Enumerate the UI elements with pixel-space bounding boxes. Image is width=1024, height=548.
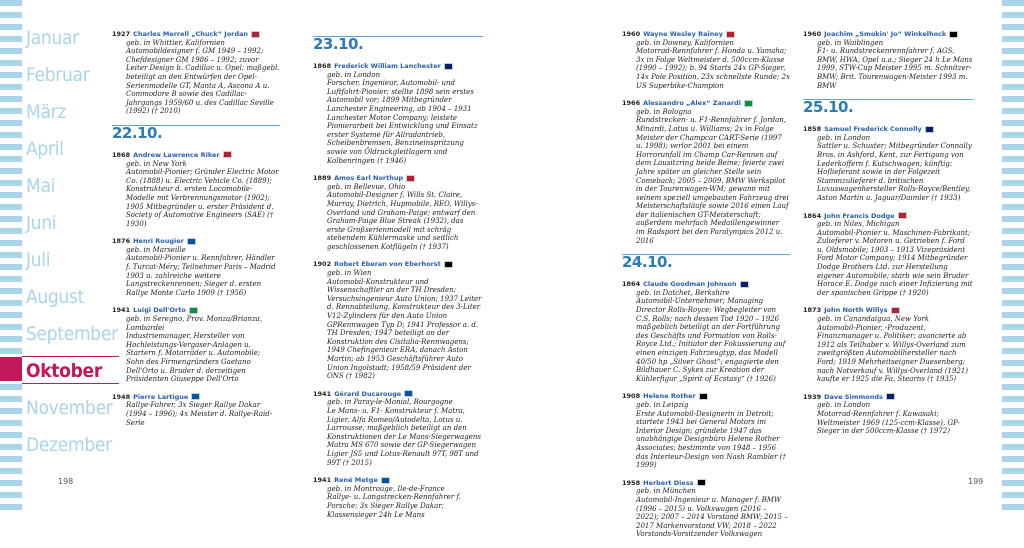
entry-birthplace: geb. in Paray-le-Monial, Bourgogne [327,398,453,407]
flag-gb-icon [444,63,453,70]
column-2 [313,30,483,528]
biography-entry [112,30,280,116]
flag-us-icon [223,151,232,158]
biography-entry [803,30,973,90]
entry-description: Automobil-Pionier; Gründer Electric Motor Co. (1888) u. Electric Vehicle Co. (1889); Konstrukteur d. ersten Locomobile-Modelle mit Verbrennungsmotor (1902); 1905 Mitbegründer u. erster Präsident d. Society of Automotive Engineers (SAE) († 1930) [126,168,279,228]
month-september: September [26,323,118,345]
flag-de-icon [949,31,958,38]
biography-entry [313,62,483,165]
entry-name: Andrew Lawrence Riker [133,150,220,159]
entry-year: 1908 [622,392,641,401]
entry-year: 1889 [313,174,332,183]
entry-birthplace: geb. in Bologna [636,107,692,116]
entry-birthplace: geb. in Montrouge, Ile-de-France [327,484,445,493]
entry-name: John Francis Dodge [824,211,895,220]
entry-birthplace: geb. in Canandaigua, New York [817,315,930,324]
biography-entry [622,280,790,383]
biography-entry [313,476,483,519]
biography-entry [313,390,483,467]
entry-header [803,125,973,134]
biography-entry [313,260,483,380]
entry-description: Automobil-Pionier u. Rennfahrer, Händler f. Turcat-Méry; Teilnehmer Paris – Madrid 1903 u. zahlreiche weitere Langstreckenrennen; Sieger d. ersten Rallye Monte Carlo 1909 († 1956) [126,254,276,297]
entry-year: 1966 [622,99,641,108]
entry-name: Gérard Ducarouge [334,389,402,398]
biography-entry [622,479,790,539]
entry-name: Robert Eberan von Eberhorst [334,260,441,269]
entry-name: Amos Earl Northup [334,174,404,183]
entry-name: Samuel Frederick Connolly [824,125,922,134]
flag-us-icon [406,175,415,182]
entry-year: 1939 [803,392,822,401]
entry-birthplace: geb. in New York [126,159,187,168]
flag-fr-icon [404,390,413,397]
flag-gb-icon [925,126,934,133]
entry-birthplace: geb. in London [327,70,381,79]
entry-header [622,30,790,39]
entry-description: Automobil-Pionier u. Maschinen-Fabrikant; Zulieferer v. Motoren u. Getrieben f. Ford u. Oldsmobile; 1903 – 1913 Vizepräsident Ford Motor Company; 1914 Mitbegründer Dodge Brothers Ltd. zur Herstellung eigener Automobile; starb wie sein Bruder Horace E. Dodge nach einer Infizierung mit der spanischen Grippe († 1920) [817,228,973,297]
entry-header [622,392,790,401]
entry-name: Wayne Wesley Rainey [643,30,723,38]
entry-header [803,306,973,315]
entry-name: Pierre Lartigue [133,392,189,401]
entry-description: Automobil-Konstrukteur und Wissenschaftler an der TH Dresden; Versuchsingenieur Auto Union; 1937 Leiter d. Rennabteilung, Konstrukteur des 3-Liter V12-Zylinders für den Auto Union GPRennwagen Typ D; 1941 Professor a. d. TH Dresden; 1947 beteiligt an der Konstruktion des Cisitalia-Rennwagens; 1949 Chefingenieur ERA, danach Aston Martin; ab 1953 Geschäftsführer Auto Union Ingolstadt; 1958/59 Präsident der ONS († 1982) [327,277,482,381]
entry-birthplace: geb. in Datchet, Berkshire [636,288,730,297]
entry-name: Joachim „Smokin' Jo“ Winkelhock [824,30,947,38]
entry-name: Alessandro „Alex“ Zanardi [643,99,741,108]
entry-description: Erste Automobil-Designerin in Detroit; startete 1943 bei General Motors im Interior Design; gründete 1947 das unabhängige Designbüro Helene Rother Associates; bestimmte von 1948 – 1956 das Interieur-Design von Nash Rambler († 1999) [636,409,786,470]
entry-birthplace: geb. in Whittier, Kalifornien [126,38,225,47]
entry-birthplace: geb. in Leipzig [636,400,689,409]
page-number-left: 198 [58,477,74,486]
entry-description: Automobil-Designer f. Wills St. Claire, Murray, Dietrich, Hupmobile, REO, Willys-Overland und Graham-Paige; entwarf den Graham-Paige Blue Streak (1932), das erste Großserienmodell mit schräg stehendem Kühlermaske und seitlich geschlossenen Kotflügeln († 1937) [327,191,478,251]
entry-description: Rallye- u. Langstrecken-Rennfahrer f. Porsche; 3x Sieger Rallye Dakar; Klassensieger 24h Le Mans [327,493,461,519]
entry-birthplace: geb. in Seregno, Prov. Monza/Brianza, Lombardei [126,315,263,332]
entry-year: 1876 [112,237,131,246]
column-4 [803,30,973,445]
entry-birthplace: geb. in Wien [327,269,372,278]
flag-de-icon [444,261,453,268]
flag-it-icon [189,307,198,314]
entry-name: Charles Merrell „Chuck“ Jordan [133,30,249,38]
entry-name: Herbert Diess [643,478,694,487]
entry-header [622,280,790,289]
entry-year: 1927 [112,30,131,38]
entry-name: Henri Rougier [133,237,184,246]
entry-header [112,306,280,315]
month-index [26,28,126,472]
entry-birthplace: geb. in London [817,133,871,142]
biography-entry [622,99,790,245]
entry-year: 1948 [112,392,131,401]
entry-year: 1941 [313,389,332,398]
month-april: April [26,138,64,160]
entry-header [803,212,973,221]
entry-header [112,151,280,160]
right-stripe-margin [1002,0,1024,512]
month-juni: Juni [26,212,57,234]
biography-entry [112,306,280,383]
entry-description: Industriemanager, Hersteller von Hochleistungs-Vergaser-Anlagen u. Startern f. Motorräder u. Automobile; Sohn des Firmengründers Gaetano Dell'Orto u. Bruder d. derzeitigen Präsidenten Giuseppe Dell'Orto [126,332,261,384]
entry-description: Motorrad-Rennfahrer f. Honda u. Yamaha; 3x in Folge Weltmeister d. 500ccm-Klasse (1990 – 1992); b. 94 Starts 24x GP-Sieger, 14x Pole Position, 23x schnellste Runde; 2x US Superbike-Champion [636,47,790,90]
month-dezember: Dezember [26,434,112,456]
left-stripe-margin [0,0,22,512]
left-page [0,0,512,519]
biography-entry [622,392,790,469]
entry-header [313,476,483,485]
entry-header [622,99,790,108]
column-1 [112,30,280,436]
active-month-marker [0,357,22,381]
date-heading: 25.10. [803,99,973,121]
entry-header [622,479,790,488]
page-number-right: 199 [968,477,984,486]
date-heading: 24.10. [622,254,790,276]
month-oktober: Oktober [26,360,102,382]
entry-name: Frederick William Lanchester [334,62,441,70]
month-januar: Januar [26,27,79,49]
month-februar: Februar [26,64,90,86]
entry-description: Le Mans- u. F1- Konstrukteur f. Matra, Ligier, Alfa Romeo/Autodelta, Lotus u. Larrousse; maßgeblich beteiligt an den Konstruktionen der Le Mans-Siegerwagens Matra MS 670 sowie der GP-Siegerwagen Ligier JS5 und Lotus-Renault 97T, 98T und 99T († 2015) [327,406,481,467]
biography-entry [803,125,973,202]
entry-header [313,174,483,183]
flag-us-icon [726,31,735,38]
entry-year: 1864 [803,211,822,220]
biography-entry [313,174,483,251]
biography-entry [803,212,973,298]
entry-name: John North Willys [824,306,888,315]
flag-gb-icon [886,393,895,400]
entry-description: Sattler u. Schuster; Mitbegründer Connolly Bros. in Ashford, Kent, zur Fertigung von Lederkoffern f. Kutschwagen; künftig: Hoflieferant sowie in der Folgezeit Stammzulieferer d. britischen Luxuswagenhersteller Rolls-Royce/Bentley, Aston Martin u. Jaguar/Daimler († 1933) [817,142,972,202]
column-3 [622,30,790,548]
entry-description: F1- u. Rundstreckenrennfahrer f. AGS, BMW, HWA, Opel u.a.; Sieger 24 h Le Mans 1999, STW-Cup Meister 1995 m. Schnitzer-BMW; Brit. Tourenwagen-Meister 1993 m. BMW [817,47,973,90]
entry-description: Automobil-Unternehmer; Managing Director Rolls-Royce; Wegbegleiter von C.S. Rolls; nach dessen Tod 1920 – 1926 maßgeblich beteiligt an der Fortführung des Geschäfts und Formation von Rolls- Royce Ltd.; Initiator der Fokussierung auf einen einzigen Fahrzeugtyp, das Modell 40/50 hp „Silver Ghost“; engagierte den Bildhauer C. Sykes zur Kreation der Kühlerfigur „Spirit of Ecstasy“ († 1926) [636,297,786,383]
flag-de-icon [699,393,708,400]
entry-name: René Metge [334,476,378,485]
entry-year: 1858 [803,125,822,134]
biography-entry [803,393,973,436]
entry-description: Rundstrecken- u. F1-Rennfahrer f. Jordan, Minardi, Lotus u. Williams; 2x in Folge Meister der Champcar CART-Serie (1997 u. 1998); verlor 2001 bei einem Horrorunfall im Champ Car-Rennen auf dem Lausitzring beide Beine; feierte zwei Jahre später an gleicher Stelle sein Comeback; 2005 – 2009. BMW Werkspilot in der Tourenwagen-WM; gewann mit seinem speziell umgebauten Fahrzeug drei Meisterschaftsläufe sowie 2016 einen Lauf der italienischen GT-Meisterschaft; außerdem mehrfach Medaillengewinner im Radsport bei den Paralympics 2012 u. 2016 [636,116,789,245]
entry-birthplace: geb. in Bellevue, Ohio [327,182,406,191]
entry-year: 1941 [313,476,332,485]
entry-name: Dave Simmonds [824,392,883,401]
flag-fr-icon [191,393,200,400]
biography-entry [803,306,973,383]
flag-fr-icon [381,477,390,484]
flag-it-icon [744,100,753,107]
entry-header [112,237,280,246]
entry-header [313,62,483,71]
biography-entry [112,237,280,297]
entry-year: 1958 [622,478,641,487]
entry-header [803,393,973,402]
entry-description: Automobil-Pionier, -Produzent, Finanzmanager u. Politiker; avancierte ab 1912 als Teilhaber v. Willys-Overland zum zweitgrößten Automobilhersteller nach Ford; 1919 Mehrheitseigner Duesenberg; nach Notverkauf v. Willys-Overland (1921) kaufte er 1925 die Fa. Stearns († 1935) [817,323,969,384]
flag-de-icon [697,479,706,486]
biography-entry [622,30,790,90]
entry-description: Automobildesigner f. GM 1949 – 1992; Chefdesigner GM 1986 – 1992; zuvor Leiter Design b. Cadillac u. Opel; maßgebl. beteiligt an den Entwürfen der Opel-Serienmodelle GT, Manta A, Ascona A u. Commodore B sowie des Cadillac-Jahrgangs 1959/60 u. des Cadillac Seville (1992) († 2010) [126,47,280,116]
entry-header [803,30,973,39]
entry-year: 1960 [803,30,822,38]
entry-header [313,260,483,269]
month-juli: Juli [26,249,51,271]
entry-description: Forscher, Ingenieur, Automobil- und Luftfahrt-Pionier; stellte 1898 sein erstes Automobil vor; 1899 Mitbegründer Lanchester Engineering, ab 1904 – 1931 Lanchester Motor Company; leistete Pionierarbeit bei Entwicklung und Einsatz erster Systeme für Allradantrieb, Scheibenbremsen, Benzineinspritzung sowie von Öldruckgleitlagern und Kolbenringen († 1946) [327,79,478,165]
date-heading: 22.10. [112,125,280,147]
entry-year: 1941 [112,306,131,315]
biography-entry [112,393,280,427]
entry-year: 1960 [622,30,641,38]
month-mai: Mai [26,175,56,197]
entry-year: 1864 [622,280,641,289]
entry-description: Rallye-Fahrer, 3x Sieger Rallye Dakar (1994 – 1996); 4x Meister d. Rallye-Raid-Serie [126,401,273,427]
right-page [512,0,1024,539]
entry-birthplace: geb. in London [817,401,871,410]
entry-name: Helene Rother [643,392,696,401]
entry-header [112,30,280,39]
flag-gb-icon [740,281,749,288]
flag-us-icon [251,31,260,38]
entry-description: Automobil-Ingenieur u. Manager f. BMW (1996 – 2015) u. Volkswagen (2016 – 2022); 2007 – 2014 Vorstand BMW; 2015 – 2017 Markenvorstand VW; 2018 – 2022 Vorstands-Vorsitzender Volkswagen [636,495,788,539]
month-november: November [26,397,113,419]
entry-birthplace: geb. in Niles, Michigan [817,220,900,229]
entry-year: 1873 [803,306,822,315]
entry-birthplace: geb. in München [636,487,696,496]
entry-birthplace: geb. in Downey, Kalifornien [636,38,734,47]
month-august: August [26,286,85,308]
date-heading: 23.10. [313,36,483,58]
biography-entry [112,151,280,228]
entry-description: Motorrad-Rennfahrer f. Kawasaki; Weltmeister 1969 (125-ccm-Klasse), GP-Sieger in der 500ccm-Klasse († 1972) [817,409,960,436]
flag-us-icon [891,307,900,314]
flag-us-icon [898,212,907,219]
month-mrz: März [26,101,67,123]
entry-name: Claude Goodman Johnson [643,280,737,289]
entry-birthplace: geb. in Marseille [126,245,186,254]
entry-year: 1868 [112,150,131,159]
flag-fr-icon [187,238,196,245]
entry-year: 1902 [313,260,332,269]
entry-header [112,393,280,402]
entry-name: Luigi Dell'Orto [133,306,186,315]
entry-header [313,390,483,399]
entry-birthplace: geb. in Waiblingen [817,38,884,47]
entry-year: 1868 [313,62,332,70]
